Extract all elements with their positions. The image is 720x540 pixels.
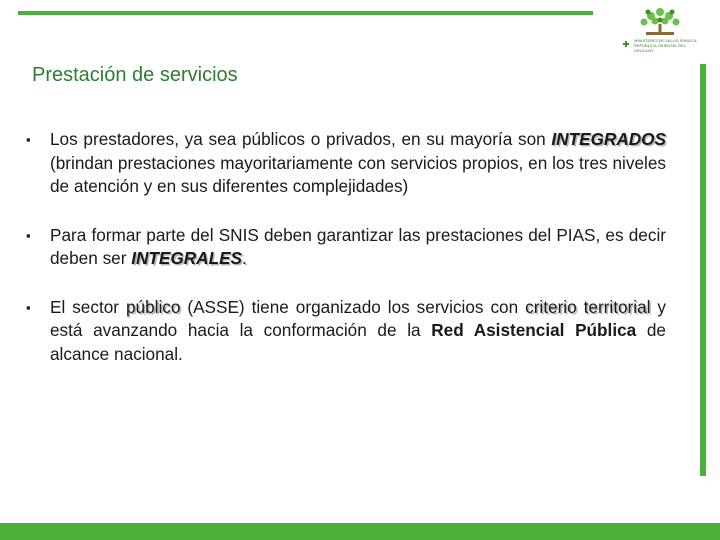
bullet-list: [26, 128, 666, 391]
square-bullet-icon: ▪: [26, 227, 31, 243]
right-green-rule: [700, 64, 706, 476]
emphasis-text: público: [125, 296, 181, 317]
list-item: [26, 224, 666, 271]
emphasis-text: criterio territorial: [525, 296, 651, 317]
bullet-text: (ASSE) tiene organizado los servicios con: [180, 296, 526, 317]
bullet-text: (brindan prestaciones mayoritariamente con servicios propios, en los tres niveles de atención y en sus diferentes complejidades): [50, 152, 666, 196]
logo-caption: [634, 38, 702, 53]
logo-line: MINISTERIO DE SALUD PÚBLICA: [634, 38, 697, 43]
bold-text: Red Asistencial Pública: [431, 320, 637, 340]
square-bullet-icon: ▪: [26, 132, 31, 147]
bullet-text: .: [242, 248, 247, 268]
emphasis-text: INTEGRALES: [131, 248, 243, 268]
bullet-text: Para formar parte del SNIS deben garantizar las prestaciones del PIAS, es decir deben ser: [50, 224, 666, 268]
bullet-text: Los prestadores, ya sea públicos o privados, en su mayoría son: [50, 129, 552, 149]
page-title: Prestación de servicios: [32, 64, 238, 86]
bullet-text: y está avanzando hacia la conformación de la: [50, 296, 666, 340]
bullet-text: de alcance nacional.: [50, 320, 666, 364]
square-bullet-icon: ▪: [26, 299, 31, 315]
list-item: [26, 128, 666, 199]
emphasis-text: INTEGRADOS: [551, 129, 666, 149]
logo-line: REPÚBLICA ORIENTAL DEL URUGUAY: [634, 43, 686, 53]
list-item: [26, 296, 666, 367]
top-green-rule: [18, 11, 593, 15]
bullet-text: El sector: [50, 296, 126, 317]
bottom-green-bar: [0, 523, 720, 540]
